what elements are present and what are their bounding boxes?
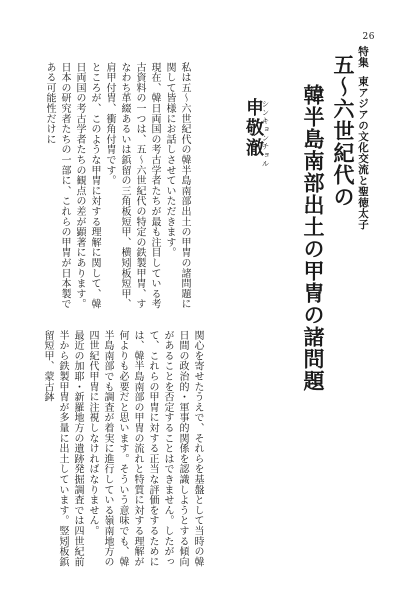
paragraph: 現在、韓日両国の考古学者たちが最も注目している考古資料の一つは、五～六世紀代の特定の鉄製甲冑、すなわち革綴あるいは鋲留の三角板短甲、横矧板短甲、肩甲付胄、衝角付冑です。 xyxy=(104,62,160,310)
body-upper xyxy=(42,62,192,312)
series-heading xyxy=(356,46,371,230)
article-title-line1: 五～六世紀代の xyxy=(331,54,355,208)
paragraph: 関心を寄せたうえで、それらを基盤として当時の韓日間の政治的・軍事的関係を認識しようとする傾向があることを否定することはできません。したがって、これらの甲冑に対する正当な評価をするためには、韓半島南部の甲冑の流れと特質に対する理解が何よりも必要だと思います。そういう意味でも、韓半島南部でも調査が着実に進行している嶺南地方の四世紀代甲冑に注視しなければなりません。 xyxy=(87,330,203,567)
paragraph: ところが、このような甲冑に対する理解に関して、韓日両国の考古学者たちの観点の差が顕著にあります。日本の研究者たちの一部に、これらの甲冑が日本製である可能性だけに xyxy=(44,62,100,310)
article-title-line2: 韓半島南部出土の甲冑の諸問題 xyxy=(301,84,325,392)
series-title: 東アジアの文化交流と聖徳太子 xyxy=(357,76,369,230)
author-name: 申敬澈 xyxy=(243,98,264,158)
article-title xyxy=(298,54,358,392)
page-number: 26 xyxy=(362,32,375,42)
author-kana: シンキョンチョル xyxy=(261,100,270,168)
body-lower xyxy=(40,330,205,570)
paragraph: 私は五～六世紀代の韓半島南部出土の甲冑の諸問題に関して皆様にお話しさせていただきます。 xyxy=(164,62,190,310)
series-label: 特集 xyxy=(357,46,369,68)
paragraph: 最近の加耶・新羅地方の遺跡発掘調査では四世紀前半から鉄製甲冑が多量に出土しています。竪矧板鋲留短甲、蒙古鉢 xyxy=(42,330,83,567)
